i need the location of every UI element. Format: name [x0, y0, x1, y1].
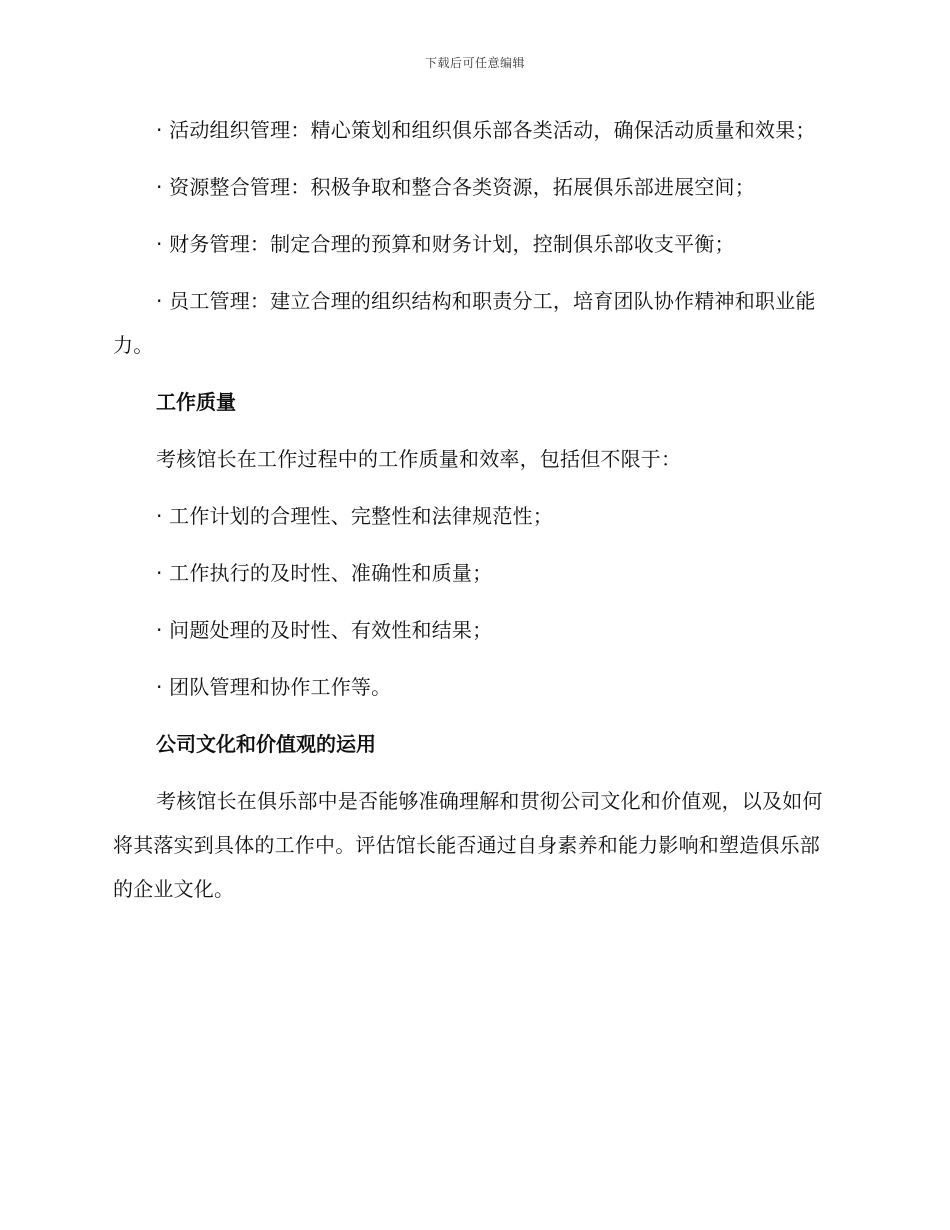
work-quality-item-problem: · 问题处理的及时性、有效性和结果； [156, 618, 493, 642]
heading-work-quality: 工作质量 [156, 390, 236, 414]
work-quality-item-team: · 团队管理和协作工作等。 [156, 675, 392, 699]
header-note: 下载后可任意编辑 [424, 56, 525, 70]
management-item-staff: · 员工管理：建立合理的组织结构和职责分工，培育团队协作精神和职业能力。 [113, 289, 816, 357]
heading-culture: 公司文化和价值观的运用 [156, 732, 376, 756]
culture-body: 考核馆长在俱乐部中是否能够准确理解和贯彻公司文化和价值观，以及如何将其落实到具体的工作中。评估馆长能否通过自身素养和能力影响和塑造俱乐部的企业文化。 [113, 789, 823, 901]
management-item-activity: · 活动组织管理：精心策划和组织俱乐部各类活动，确保活动质量和效果； [156, 118, 816, 142]
work-quality-item-plan: · 工作计划的合理性、完整性和法律规范性； [156, 504, 553, 528]
work-quality-intro: 考核馆长在工作过程中的工作质量和效率，包括但不限于： [156, 447, 682, 471]
work-quality-item-execution: · 工作执行的及时性、准确性和质量； [156, 561, 493, 585]
management-item-resources: · 资源整合管理：积极争取和整合各类资源，拓展俱乐部进展空间； [156, 175, 755, 199]
management-item-finance: · 财务管理：制定合理的预算和财务计划，控制俱乐部收支平衡； [156, 232, 735, 256]
document-body [113, 108, 833, 911]
